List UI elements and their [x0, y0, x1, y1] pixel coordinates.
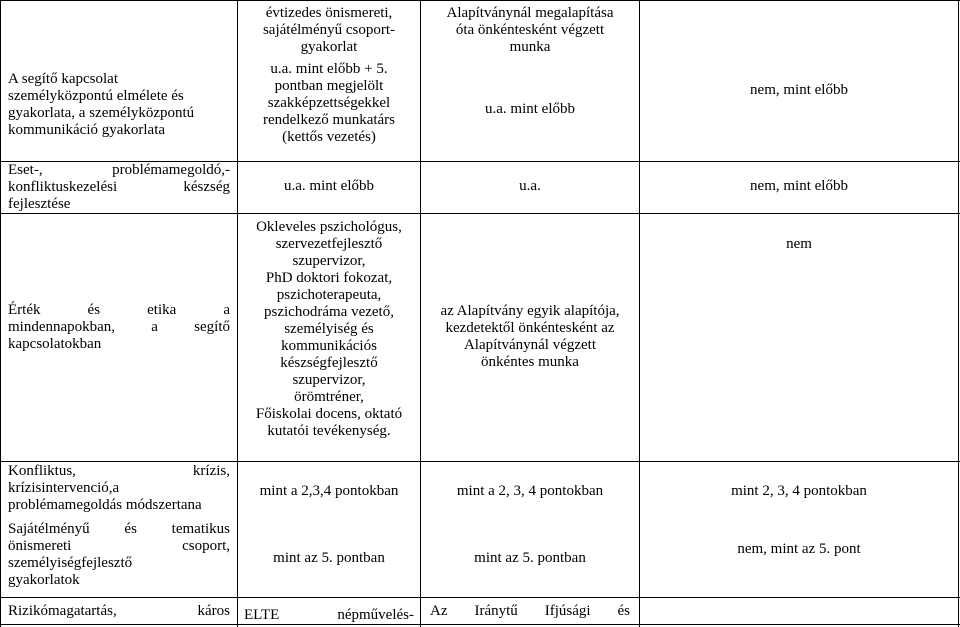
cell-line: Konfliktus, krízis, [8, 463, 230, 479]
cell-line: óta önkéntesként végzett [455, 22, 605, 38]
cell-line: gyakorlatok [8, 572, 80, 588]
cell-line: sajátélményű csoport- [262, 22, 396, 38]
cell-line: mindennapokban, a segítő [8, 319, 230, 335]
cell-line: mint 2, 3, 4 pontokban [731, 483, 867, 499]
table-cell-status [640, 82, 958, 99]
table-cell-qualification [238, 483, 420, 500]
table-cell-qualification [238, 61, 420, 146]
cell-line: Sajátélményű és tematikus [8, 521, 230, 537]
cell-line: (kettős vezetés) [282, 129, 376, 145]
table-border-bottom [0, 624, 960, 625]
table-cell-experience [421, 178, 639, 195]
table-cell-qualification [238, 178, 420, 195]
cell-line: Főiskolai docens, oktató [255, 406, 403, 422]
table-cell-topic [8, 162, 230, 213]
cell-line: konfliktuskezelési készség [8, 179, 230, 195]
table-cell-experience [421, 483, 639, 500]
cell-line: személyközpontú elmélete és [8, 88, 184, 104]
table-cell-status [640, 541, 958, 558]
table-cell-topic [8, 463, 230, 514]
cell-line: PhD doktori fokozat, [265, 270, 393, 286]
cell-line: kommunikációs [281, 338, 377, 354]
cell-line: u.a. [519, 178, 541, 194]
cell-line: önismereti csoport, [8, 538, 230, 554]
cell-line: szervezetfejlesztő [275, 236, 383, 252]
cell-line: problémamegoldás módszertana [8, 497, 202, 513]
cell-line: nem, mint előbb [750, 178, 848, 194]
cell-line: gyakorlat [300, 39, 358, 55]
cell-line: u.a. mint előbb + 5. [270, 61, 388, 77]
cell-line: az Alapítvány egyik alapítója, [440, 303, 620, 319]
column-divider [958, 0, 959, 627]
cell-line: Az Iránytű Ifjúsági és [430, 603, 630, 619]
table-border-top [0, 0, 960, 1]
table-cell-experience [430, 603, 630, 620]
row-divider [0, 597, 960, 598]
cell-line: rendelkező munkatárs [262, 112, 396, 128]
table-cell-qualification [238, 5, 420, 56]
table-cell-status [640, 178, 958, 195]
row-divider [0, 213, 960, 214]
column-divider [0, 0, 1, 627]
cell-line: krízisintervenció,a [8, 480, 120, 496]
cell-line: Rizikómagatartás, káros [8, 603, 230, 619]
cell-line: személyiség és [284, 321, 374, 337]
cell-line: kutatói tevékenység. [267, 423, 391, 439]
cell-line: u.a. mint előbb [284, 178, 374, 194]
cell-line: A segítő kapcsolat [8, 71, 118, 87]
cell-line: mint a 2, 3, 4 pontokban [456, 483, 604, 499]
cell-line: kapcsolatokban [8, 336, 102, 352]
table-cell-topic [8, 603, 230, 620]
cell-line: kommunikáció gyakorlata [8, 122, 166, 138]
cell-line: Alapítványnál megalapítása [446, 5, 614, 21]
cell-line: önkéntes munka [481, 354, 579, 370]
cell-line: örömtréner, [294, 389, 364, 405]
table-cell-experience [421, 303, 639, 371]
cell-line: fejlesztése [8, 196, 71, 212]
cell-line: szakképzettségekkel [267, 95, 391, 111]
cell-line: mint az 5. pontban [474, 550, 586, 566]
table-cell-experience [421, 550, 639, 567]
table-cell-status [640, 236, 958, 253]
cell-line: nem, mint az 5. pont [737, 541, 861, 557]
table-cell-experience [421, 101, 639, 118]
cell-line: személyiségfejlesztő [8, 555, 133, 571]
cell-line: szupervizor, [292, 253, 366, 269]
table-cell-status [640, 483, 958, 500]
cell-line: nem, mint előbb [750, 82, 848, 98]
cell-line: mint az 5. pontban [273, 550, 385, 566]
cell-line: mint a 2,3,4 pontokban [259, 483, 399, 499]
cell-line: pontban megjelölt [274, 78, 384, 94]
cell-line: ELTE népművelés- [244, 607, 414, 623]
cell-line: készségfejlesztő [280, 355, 378, 371]
cell-line: Eset-, problémamegoldó,- [8, 162, 230, 178]
cell-line: szupervizor, [292, 372, 366, 388]
cell-line: munka [509, 39, 551, 55]
cell-line: pszichodráma vezető, [264, 304, 394, 320]
table-cell-qualification [238, 550, 420, 567]
cell-line: pszichoterapeuta, [276, 287, 382, 303]
cell-line: u.a. mint előbb [485, 101, 575, 117]
table-cell-topic [8, 302, 230, 353]
cell-line: Érték és etika a [8, 302, 230, 318]
cell-line: nem [786, 236, 812, 252]
table-cell-topic [8, 71, 230, 139]
table-cell-topic [8, 521, 230, 589]
cell-line: Alapítványnál végzett [463, 337, 597, 353]
row-divider [0, 461, 960, 462]
table-cell-qualification [244, 607, 414, 624]
cell-line: kezdetektől önkéntesként az [445, 320, 615, 336]
cell-line: Okleveles pszichológus, [256, 219, 402, 235]
table-cell-experience [421, 5, 639, 56]
table-cell-qualification [238, 219, 420, 440]
cell-line: gyakorlata, a személyközpontú [8, 105, 195, 121]
cell-line: évtizedes önismereti, [265, 5, 393, 21]
